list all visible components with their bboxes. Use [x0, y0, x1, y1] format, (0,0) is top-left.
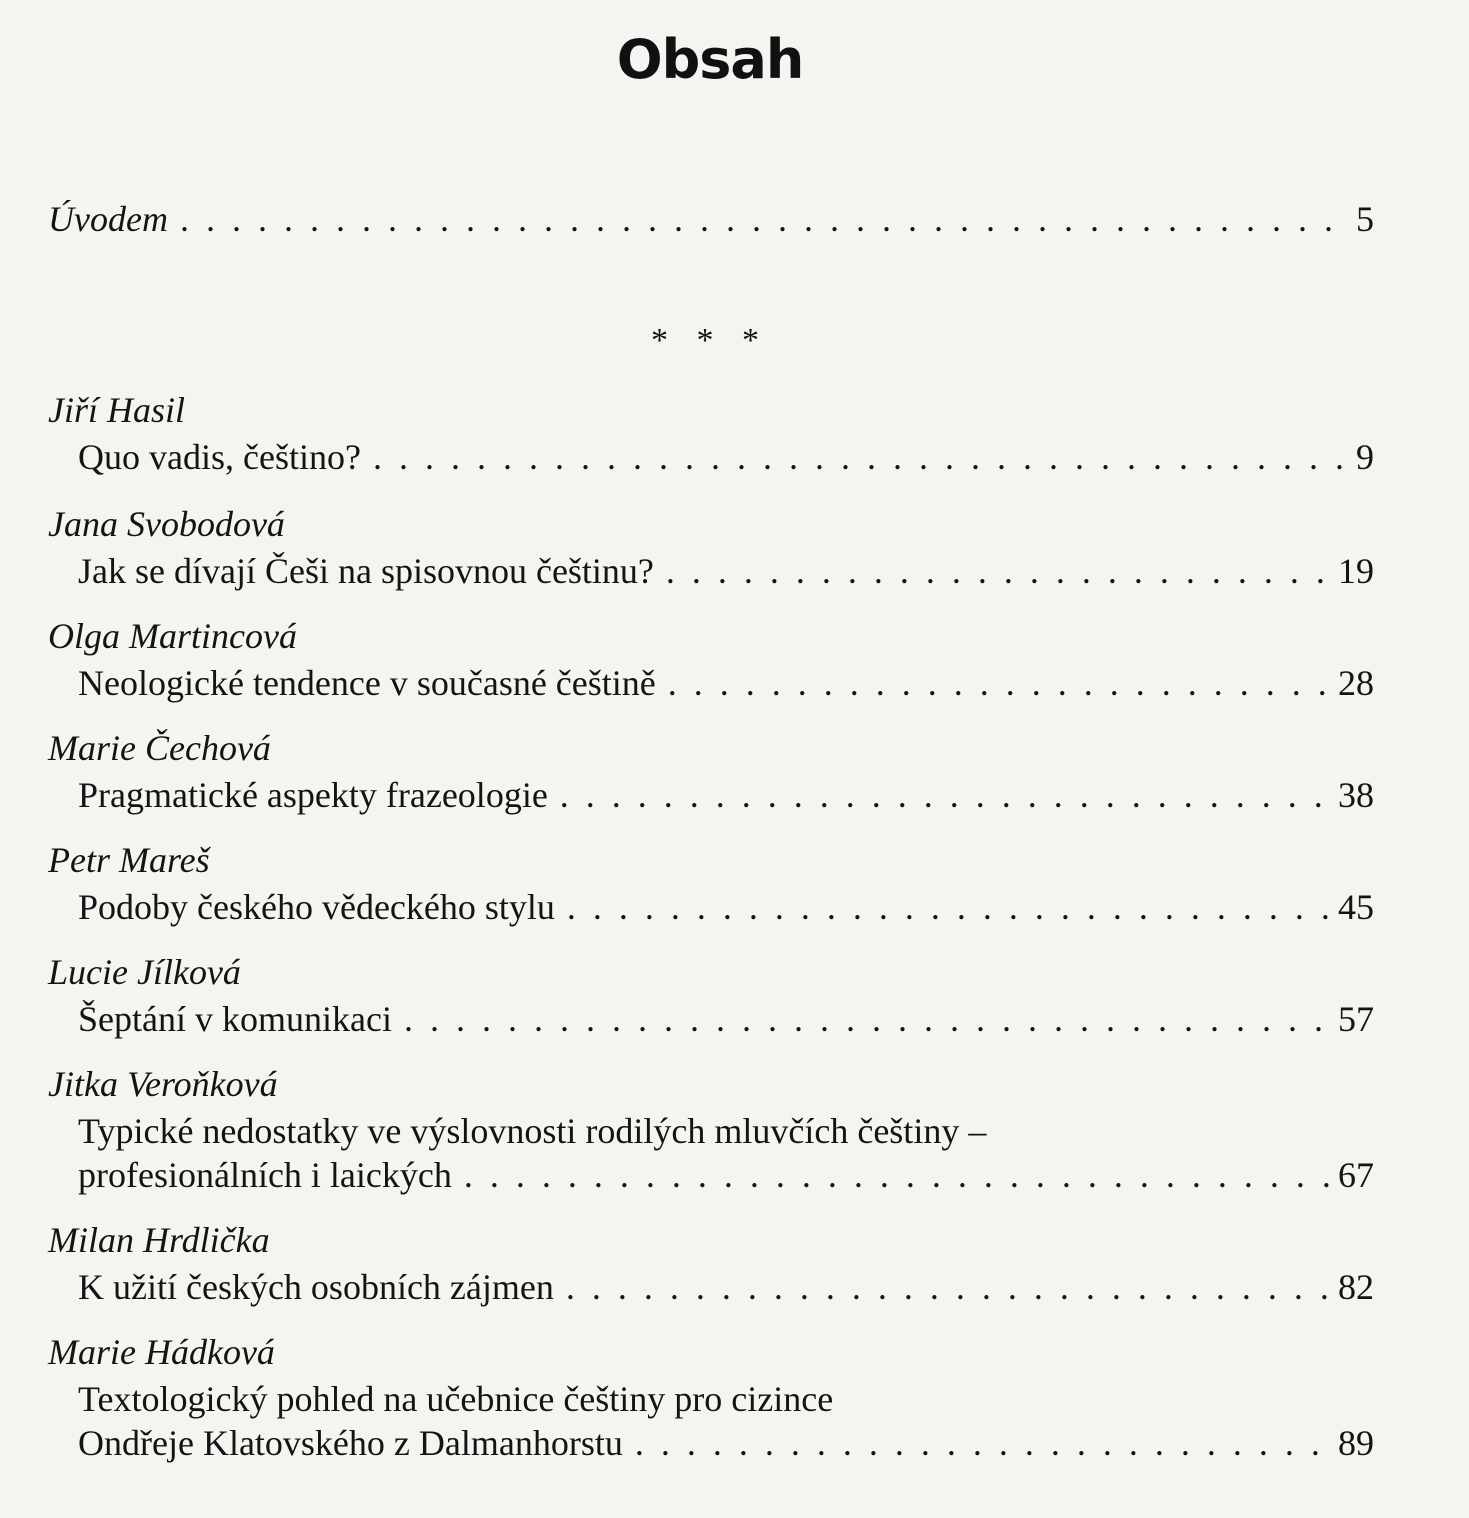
entry-author: Jitka Veroňková	[48, 1064, 278, 1104]
entry-title: Úvodem	[48, 199, 168, 239]
entry-title: Šeptání v komunikaci	[78, 999, 392, 1039]
toc-entry-intro[interactable]	[48, 196, 1374, 242]
entry-author: Marie Hádková	[48, 1332, 275, 1372]
page-number: 89	[1338, 1423, 1374, 1463]
entry-author: Jana Svobodová	[48, 504, 285, 544]
toc-entry[interactable]	[78, 548, 1374, 594]
dot-leader	[560, 772, 1334, 818]
dot-leader	[464, 1152, 1334, 1198]
toc-entry[interactable]	[78, 434, 1374, 480]
dot-leader	[635, 1420, 1334, 1466]
entry-author: Petr Mareš	[48, 840, 210, 880]
toc-entry[interactable]	[78, 1264, 1374, 1310]
page-number: 28	[1338, 663, 1374, 703]
page-number: 57	[1338, 999, 1374, 1039]
page-number: 67	[1338, 1155, 1374, 1195]
dot-leader	[373, 434, 1352, 480]
dot-leader	[566, 1264, 1334, 1310]
section-separator: * * *	[651, 322, 769, 359]
dot-leader	[668, 660, 1334, 706]
entry-title: Quo vadis, češtino?	[78, 437, 361, 477]
entry-title-line1[interactable]: Textologický pohled na učebnice češtiny pro cizince	[78, 1379, 834, 1419]
dot-leader	[666, 548, 1334, 594]
entry-author: Lucie Jílková	[48, 952, 241, 992]
entry-title: Ondřeje Klatovského z Dalmanhorstu	[78, 1423, 623, 1463]
dot-leader	[567, 884, 1334, 930]
toc-entry[interactable]	[78, 996, 1374, 1042]
dot-leader	[404, 996, 1334, 1042]
dot-leader	[180, 196, 1352, 242]
entry-title: Pragmatické aspekty frazeologie	[78, 775, 548, 815]
toc-entry[interactable]	[78, 884, 1374, 930]
page-number: 5	[1356, 199, 1374, 239]
toc-entry[interactable]	[78, 660, 1374, 706]
page-number: 19	[1338, 551, 1374, 591]
entry-author: Olga Martincová	[48, 616, 297, 656]
entry-title: Jak se dívají Češi na spisovnou češtinu?	[78, 551, 654, 591]
entry-author: Jiří Hasil	[48, 390, 186, 430]
toc-entry[interactable]	[78, 772, 1374, 818]
page-number: 45	[1338, 887, 1374, 927]
page-number: 82	[1338, 1267, 1374, 1307]
entry-title: K užití českých osobních zájmen	[78, 1267, 554, 1307]
entry-title: Neologické tendence v současné češtině	[78, 663, 656, 703]
entry-author: Marie Čechová	[48, 728, 271, 768]
page-number: 9	[1356, 437, 1374, 477]
toc-entry[interactable]	[78, 1420, 1374, 1466]
entry-title: profesionálních i laických	[78, 1155, 452, 1195]
entry-title-line1[interactable]: Typické nedostatky ve výslovnosti rodilých mluvčích češtiny –	[78, 1111, 987, 1151]
entry-author: Milan Hrdlička	[48, 1220, 270, 1260]
page-number: 38	[1338, 775, 1374, 815]
entry-title: Podoby českého vědeckého stylu	[78, 887, 555, 927]
page-title: Obsah	[616, 28, 804, 91]
toc-entry[interactable]	[78, 1152, 1374, 1198]
